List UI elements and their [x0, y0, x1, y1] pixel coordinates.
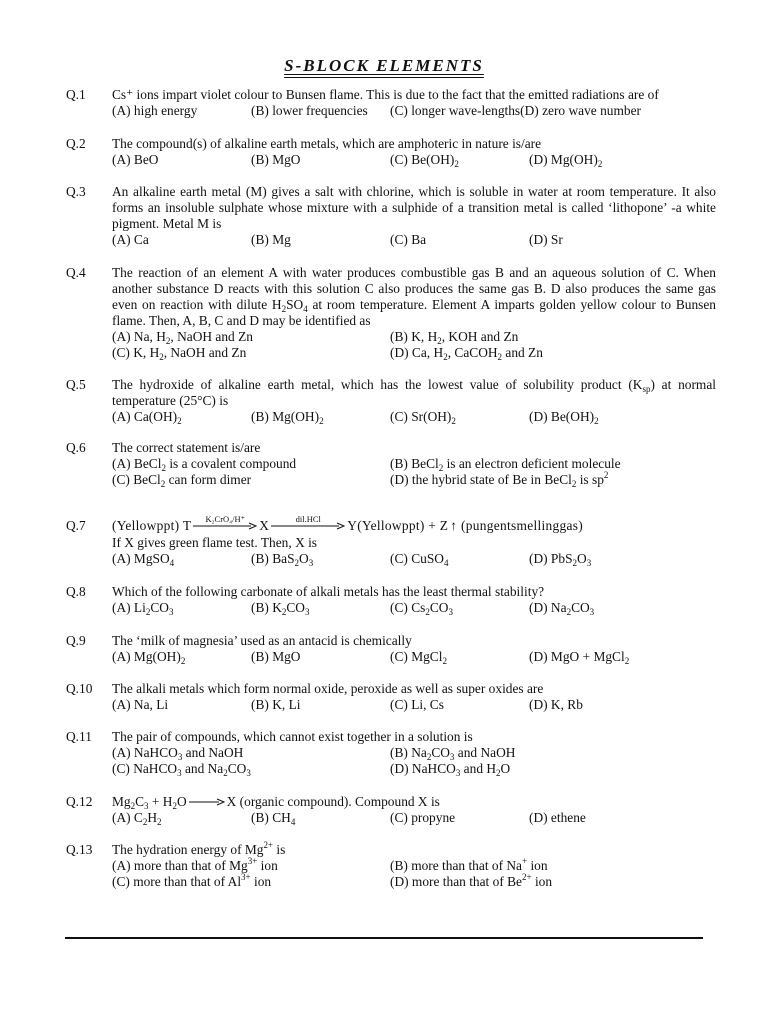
option-d: (D) the hybrid state of Be in BeCl$_2$ is $sp^2$ — [390, 470, 609, 489]
question-stem: The correct statement is/are — [112, 440, 261, 455]
question-stem: Which of the following carbonate of alkali metals has the least thermal stability? — [112, 584, 545, 599]
question-6 — [66, 440, 716, 488]
option-b: (B) BeCl$_2$ is an electron deficient molecule — [390, 456, 621, 473]
question-number: Q.13 — [66, 842, 93, 857]
option-a: (A) BeCl$_2$ is a covalent compound — [112, 456, 297, 473]
option-d: (D) Ca, $H_2$, CaCOH$_2$ and Zn — [390, 345, 543, 362]
option-b: (B) Mg — [251, 232, 291, 247]
option-d: (D) $PbS_2O_3$ — [529, 551, 592, 568]
arrow-icon — [271, 513, 345, 530]
arrow-label: dil.HCl — [295, 513, 321, 524]
reaction-scheme — [112, 513, 716, 535]
question-3 — [66, 184, 716, 248]
question-stem: The alkali metals which form normal oxide, peroxide as well as super oxides are — [112, 681, 544, 696]
option-a: (A) NaHCO$_3$ and NaOH — [112, 745, 244, 762]
option-c: (C) longer wave-lengths(D) zero wave number — [390, 103, 641, 118]
option-c: (C) Ba — [390, 232, 427, 247]
footer-divider — [65, 937, 703, 939]
option-b: (B) $K_2CO_3$ — [251, 600, 310, 617]
question-number: Q.3 — [66, 184, 86, 199]
question-number: Q.2 — [66, 136, 86, 151]
option-c: (C) more than that of $Al^{3+}$ ion — [112, 872, 272, 889]
question-7 — [66, 513, 716, 568]
question-number: Q.6 — [66, 440, 86, 455]
arrow-label: K₂CrO₄/H⁺ — [205, 513, 246, 524]
option-d: (D) NaHCO$_3$ and $H_2O$ — [390, 761, 511, 778]
question-5 — [66, 377, 716, 425]
option-c: (C) propyne — [390, 810, 456, 825]
option-a: (A) Na, $H_2$, NaOH and Zn — [112, 329, 253, 346]
question-stem: The compound(s) of alkaline earth metals, which are amphoteric in nature is/are — [112, 136, 542, 151]
option-c: (C) $Sr(OH)_2$ — [390, 409, 456, 426]
question-stem: The hydration energy of $Mg^{2+}$ is — [112, 840, 286, 857]
option-b: (B) more than that of Na+ ion — [390, 856, 548, 873]
reactant-t: (Yellowppt) T — [112, 517, 192, 533]
question-number: Q.9 — [66, 633, 86, 648]
option-d: (D) Sr — [529, 232, 563, 247]
products: Y(Yellowppt) + Z — [347, 517, 449, 533]
option-b: (B) $Na_2CO_3$ and NaOH — [390, 745, 516, 762]
option-b: (B) MgO — [251, 152, 301, 167]
option-a: (A) Na, Li — [112, 697, 169, 712]
question-9 — [66, 633, 716, 665]
option-a: (A) MgSO$_4$ — [112, 551, 175, 568]
title-text: S-BLOCK ELEMENTS — [284, 56, 484, 75]
option-a: (A) more than that of $Mg^{3+}$ ion — [112, 856, 278, 873]
question-2 — [66, 136, 716, 168]
question-number: Q.12 — [66, 794, 93, 809]
option-c: (C) $Cs_2CO_3$ — [390, 600, 453, 617]
question-stem: The pair of compounds, which cannot exist together in a solution is — [112, 729, 473, 744]
option-d: (D) $Na_2CO_3$ — [529, 600, 595, 617]
reaction-scheme — [112, 794, 716, 810]
question-number: Q.7 — [66, 518, 86, 533]
question-number: Q.8 — [66, 584, 86, 599]
question-11 — [66, 729, 716, 777]
question-number: Q.4 — [66, 265, 86, 280]
option-d: (D) MgO + MgCl$_2$ — [529, 649, 630, 666]
option-d: (D) $Mg(OH)_2$ — [529, 152, 603, 169]
option-b: (B) $Mg(OH)_2$ — [251, 409, 324, 426]
question-stem: Cs⁺ ions impart violet colour to Bunsen flame. This is due to the fact that the emitted radiations are of — [112, 87, 659, 102]
option-a: (A) high energy — [112, 103, 198, 118]
question-stem: The hydroxide of alkaline earth metal, which has the lowest value of solubility product $(K_{sp})$ at normal temperature (25°C) is — [112, 377, 717, 408]
option-b: (B) K, $H_2$, KOH and Zn — [390, 329, 519, 346]
option-a: (A) Ca — [112, 232, 149, 247]
option-c: (C) MgCl$_2$ — [390, 649, 447, 666]
question-12 — [66, 794, 716, 826]
question-number: Q.11 — [66, 729, 92, 744]
question-stem: The ‘milk of magnesia’ used as an antacid is chemically — [112, 633, 412, 648]
option-b: (B) $CH_4$ — [251, 810, 296, 827]
option-b: (B) $BaS_2O_3$ — [251, 551, 314, 568]
question-10 — [66, 681, 716, 713]
option-a: (A) $Li_2CO_3$ — [112, 600, 174, 617]
option-d: (D) ethene — [529, 810, 586, 825]
question-stem: The reaction of an element A with water produces combustible gas B and an aqueous solution of C. When another substance D reacts with this solution C also produces the same gas B. D also produces the same gas even on reaction with dilute $H_2SO_4$ at room temperature. Element A imparts golden yellow colour to Bunsen flame. Then, A, B, C and D may be identified as — [112, 265, 717, 328]
page-title — [0, 58, 768, 75]
option-b: (B) lower frequencies — [251, 103, 368, 118]
intermediate-x: X — [259, 517, 270, 533]
arrow-icon — [189, 798, 225, 806]
option-d: (D) $Be(OH)_2$ — [529, 409, 599, 426]
option-c: (C) CuSO$_4$ — [390, 551, 449, 568]
option-b: (B) K, Li — [251, 697, 301, 712]
option-c: (C) Li, Cs — [390, 697, 444, 712]
option-c: (C) BeCl$_2$ can form dimer — [112, 472, 252, 489]
option-d: (D) more than that of $Be^{2+}$ ion — [390, 872, 553, 889]
question-number: Q.10 — [66, 681, 93, 696]
question-stem: If X gives green flame test. Then, X is — [112, 535, 318, 550]
question-stem: An alkaline earth metal (M) gives a salt with chlorine, which is soluble in water at room temperature. It also forms an insoluble sulphate whose mixture with a sulphide of a transition metal is called ‘lithopone’ -a white pigment. Metal M is — [112, 184, 716, 231]
option-a: (A) $Ca(OH)_2$ — [112, 409, 182, 426]
gas-note: (pungentsmellinggas) — [461, 517, 584, 533]
option-a: (A) $C_2H_2$ — [112, 810, 162, 827]
option-b: (B) MgO — [251, 649, 301, 664]
arrow-icon — [193, 513, 257, 530]
option-c: (C) NaHCO$_3$ and $Na_2CO_3$ — [112, 761, 251, 778]
question-number: Q.5 — [66, 377, 86, 392]
question-1 — [66, 87, 716, 119]
option-c: (C) $Be(OH)_2$ — [390, 152, 459, 169]
option-c: (C) K, $H_2$, NaOH and Zn — [112, 345, 247, 362]
up-arrow-icon: ↑ — [450, 517, 457, 533]
option-a: (A) BeO — [112, 152, 159, 167]
question-13 — [66, 842, 716, 890]
reactants: $Mg_2C_3 + H_2O$ — [112, 794, 187, 811]
question-number: Q.1 — [66, 87, 86, 102]
question-8 — [66, 584, 716, 616]
question-4 — [66, 265, 716, 361]
option-a: (A) $Mg(OH)_2$ — [112, 649, 186, 666]
option-d: (D) K, Rb — [529, 697, 583, 712]
question-stem: X (organic compound). Compound X is — [226, 794, 440, 809]
